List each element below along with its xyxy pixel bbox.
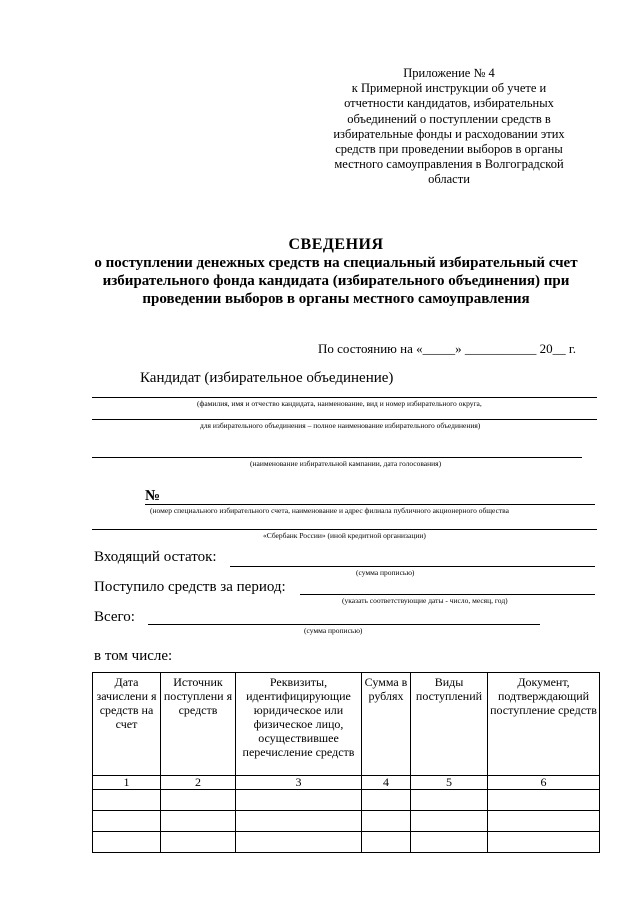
header-cell-source: Источник поступлени я средств	[161, 673, 236, 776]
caption-candidate: (фамилия, имя и отчество кандидата, наименование, вид и номер избирательного округа,	[197, 399, 482, 408]
opening-balance-label: Входящий остаток:	[94, 549, 217, 565]
candidate-name-line-2[interactable]	[92, 419, 597, 420]
table-cell[interactable]	[362, 790, 411, 811]
title-line: о поступлении денежных средств на специальный избирательный счет	[94, 255, 578, 271]
column-number: 4	[362, 776, 411, 790]
table-row	[93, 811, 600, 832]
caption-bank: «Сбербанк России» (иной кредитной организации)	[263, 531, 426, 540]
as-of-date-field[interactable]: По состоянию на «_____» ___________ 20__ г.	[318, 341, 576, 356]
header-cell-sum: Сумма в рублях	[362, 673, 411, 776]
total-label: Всего:	[94, 609, 135, 625]
column-number: 6	[488, 776, 600, 790]
account-number-sign: №	[145, 488, 161, 504]
table-cell[interactable]	[236, 790, 362, 811]
total-line[interactable]	[148, 624, 540, 625]
caption-dates: (указать соответствующие даты - число, месяц, год)	[342, 596, 508, 605]
table-cell[interactable]	[488, 811, 600, 832]
opening-balance-line[interactable]	[230, 566, 595, 567]
column-number: 3	[236, 776, 362, 790]
header-cell-date: Дата зачислени я средств на счет	[93, 673, 161, 776]
candidate-name-line[interactable]	[92, 397, 597, 398]
table-cell[interactable]	[161, 790, 236, 811]
bank-line[interactable]	[92, 529, 597, 530]
table-cell[interactable]	[411, 811, 488, 832]
appendix-line: Приложение № 4	[403, 66, 495, 80]
table-cell[interactable]	[236, 811, 362, 832]
received-period-line[interactable]	[300, 594, 595, 595]
column-number: 2	[161, 776, 236, 790]
title-line: избирательного фонда кандидата (избирательного объединения) при	[102, 273, 570, 289]
caption-association: для избирательного объединения – полное наименование избирательного объединения)	[200, 421, 481, 430]
table-number-row	[93, 776, 600, 790]
appendix-line: объединений о поступлении средств в	[347, 111, 551, 126]
table-cell[interactable]	[93, 790, 161, 811]
table-cell[interactable]	[411, 832, 488, 853]
appendix-line: местного самоуправления в Волгоградской	[334, 157, 564, 172]
table-cell[interactable]	[93, 832, 161, 853]
table-cell[interactable]	[161, 832, 236, 853]
including-label: в том числе:	[94, 648, 173, 664]
receipts-table	[92, 672, 600, 853]
appendix-line: отчетности кандидатов, избирательных	[344, 96, 554, 111]
appendix-line: избирательные фонды и расходовании этих	[333, 126, 565, 141]
header-cell-document: Документ, подтверждающий поступление средств	[488, 673, 600, 776]
document-title	[60, 236, 612, 308]
table-row	[93, 832, 600, 853]
title-line: проведении выборов в органы местного самоуправления	[142, 291, 530, 307]
table-cell[interactable]	[362, 811, 411, 832]
candidate-label: Кандидат (избирательное объединение)	[140, 370, 394, 386]
table-cell[interactable]	[93, 811, 161, 832]
appendix-line: к Примерной инструкции об учете и	[351, 81, 547, 96]
table-cell[interactable]	[362, 832, 411, 853]
title-heading: СВЕДЕНИЯ	[288, 236, 384, 253]
appendix-line: средств при проведении выборов в органы	[335, 142, 563, 157]
account-number-line[interactable]	[145, 504, 595, 505]
table-cell[interactable]	[411, 790, 488, 811]
caption-account: (номер специального избирательного счета, наименование и адрес филиала публичного акционерного общества	[150, 506, 509, 515]
appendix-line: области	[428, 172, 470, 187]
campaign-line[interactable]	[92, 457, 582, 458]
table-cell[interactable]	[236, 832, 362, 853]
header-cell-details: Реквизиты, идентифицирующие юридическое или физическое лицо, осуществившее перечисление средств	[236, 673, 362, 776]
caption-campaign: (наименование избирательной кампании, дата голосования)	[250, 459, 442, 468]
appendix-block	[320, 66, 578, 188]
received-period-label: Поступило средств за период:	[94, 579, 286, 595]
header-cell-types: Виды поступлений	[411, 673, 488, 776]
column-number: 5	[411, 776, 488, 790]
column-number: 1	[93, 776, 161, 790]
table-row	[93, 790, 600, 811]
caption-total-sum: (сумма прописью)	[304, 626, 363, 635]
table-cell[interactable]	[488, 832, 600, 853]
table-header-row	[93, 673, 600, 776]
table-cell[interactable]	[488, 790, 600, 811]
table-cell[interactable]	[161, 811, 236, 832]
caption-opening-sum: (сумма прописью)	[356, 568, 415, 577]
